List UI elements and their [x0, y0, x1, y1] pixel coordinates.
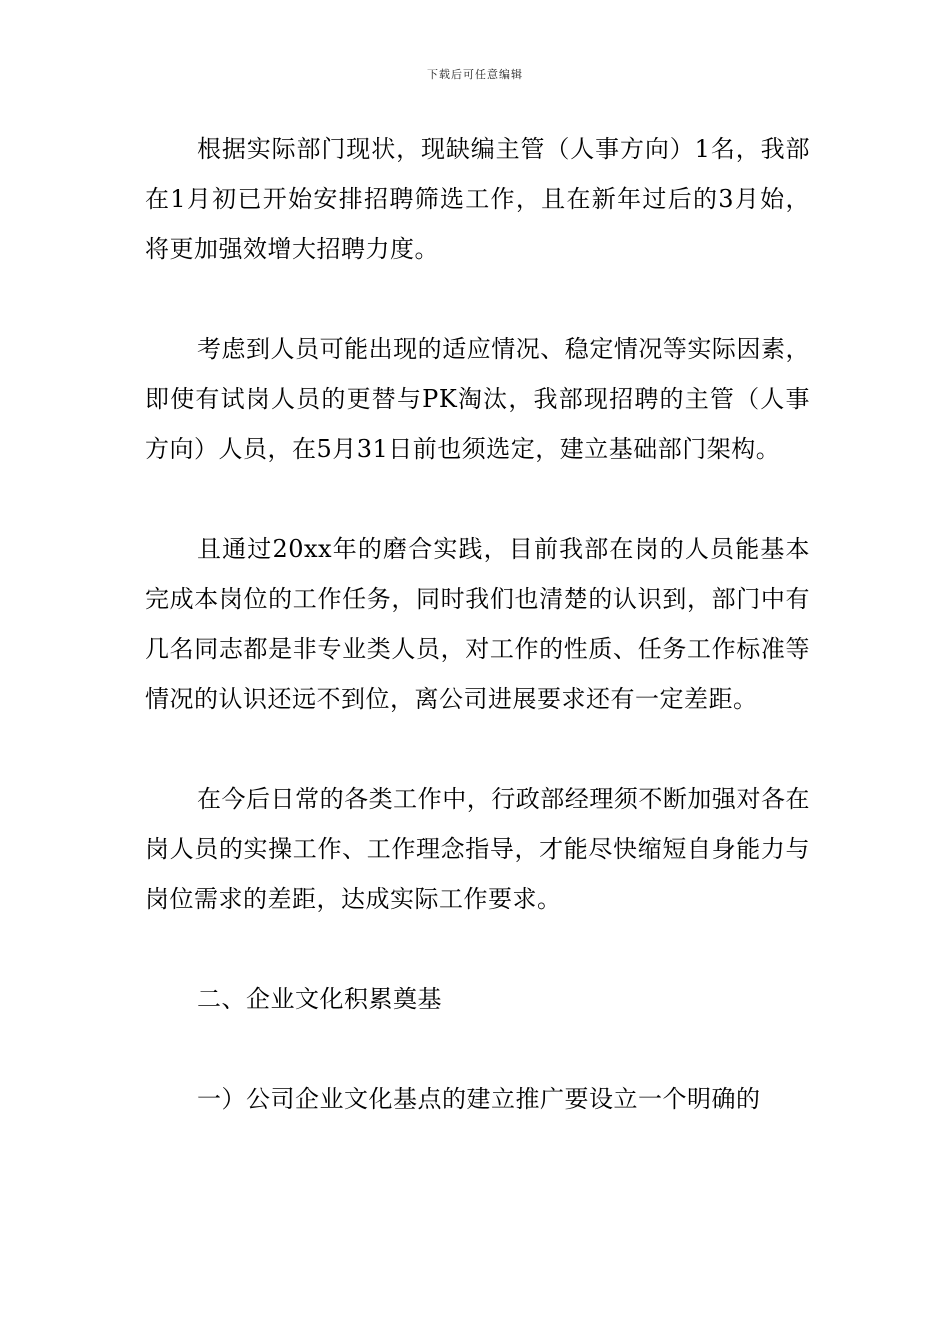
paragraph-staff-selection: 考虑到人员可能出现的适应情况、稳定情况等实际因素，即使有试岗人员的更替与PK淘汰，我部现招聘的主管（人事方向）人员，在5月31日前也须选定，建立基础部门架构。 [145, 335, 810, 463]
section-heading-corporate-culture: 二、企业文化积累奠基 [197, 985, 442, 1013]
paragraph-culture-foundation: 一）公司企业文化基点的建立推广要设立一个明确的 [197, 1085, 761, 1113]
document-body [145, 124, 810, 1124]
paragraph-recruitment-status: 根据实际部门现状，现缺编主管（人事方向）1名，我部在1月初已开始安排招聘筛选工作，且在新年过后的3月始，将更加强效增大招聘力度。 [145, 135, 810, 263]
paragraph-team-assessment: 且通过20xx年的磨合实践，目前我部在岗的人员能基本完成本岗位的工作任务，同时我们也清楚的认识到，部门中有几名同志都是非专业类人员，对工作的性质、任务工作标准等情况的认识还远不到位，离公司进展要求还有一定差距。 [145, 535, 810, 713]
paragraph-training-guidance: 在今后日常的各类工作中，行政部经理须不断加强对各在岗人员的实操工作、工作理念指导，才能尽快缩短自身能力与岗位需求的差距，达成实际工作要求。 [145, 785, 810, 913]
header-note: 下载后可任意编辑 [427, 68, 523, 81]
